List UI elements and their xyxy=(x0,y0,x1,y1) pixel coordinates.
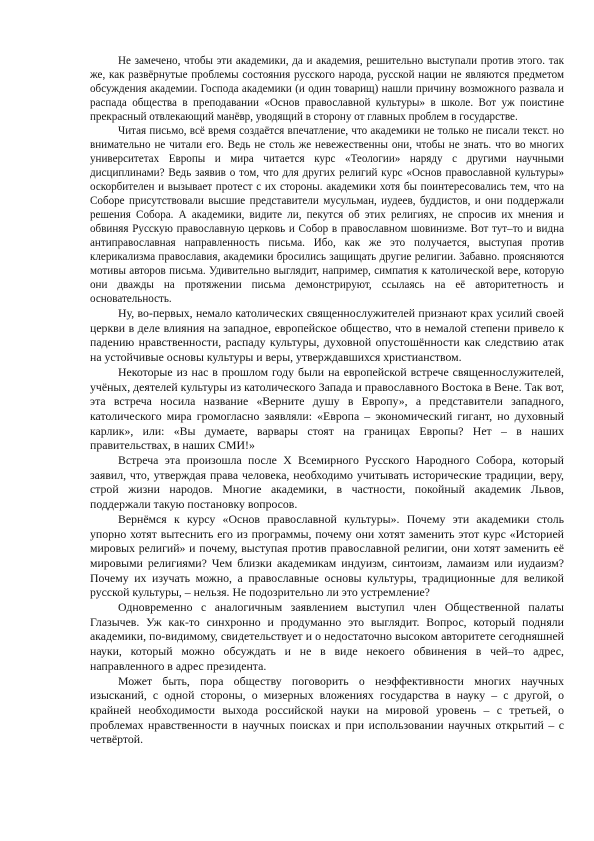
document-page xyxy=(90,54,564,747)
paragraph-1: Не замечено, чтобы эти академики, да и академия, решительно выступали против этого. так же, как развёрнутые проблемы состояния русского народа, русской нации не являются предметом обсуждения академии. Господа академики (и один товарищ) нашли причину возможного развала и распада общества в преподавании «Основ православной культуры» в школе. Вот уж поистине прекрасный отвлекающий манёвр, уводящий в сторону от главных проблем в государстве. xyxy=(90,55,564,123)
paragraph-4: Некоторые из нас в прошлом году были на европейской встрече священнослужителей, учёных, деятелей культуры из католического Запада и православного Востока в Вене. Так вот, эта встреча носила название «Верните душу в Европу», а представители западного, католического мира громогласно заявляли: «Европа – экономический гигант, но духовный карлик», или: «Вы думаете, варвары стоят на границах Европы? Нет – в наших правительствах, в наших СМИ!» xyxy=(90,364,564,453)
paragraph-2: Читая письмо, всё время создаётся впечатление, что академики не только не писали текст. но внимательно не читали его. Ведь не столь же невежественны они, чтобы не знать. что во многих университетах Европы и мира читается курс «Теологии» наряду с другими научными дисциплинами? Ведь заявив о том, что для других религий курс «Основ православной культуры» оскорбителен и вызывает протест с их стороны. академики хотя бы поинтересовались тем, что на Соборе присутствовали высшие представители мусульман, иудеев, буддистов, и они поддержали решения Собора. А академики, видите ли, пекутся об этих религиях, не спросив их мнения и обвиняя Русскую православную церковь и Собор в православном шовинизме. Вот тут–то и видна антиправославная направленность письма. Ибо, как же это получается, выступая против клерикализма православия, академики бросились защищать другие религии. Забавно. проясняются мотивы авторов письма. Удивительно выглядит, например, симпатия к католической вере, которую они дважды на протяжении письма демонстрируют, ссылаясь на её авторитетность и основательность. xyxy=(90,125,564,305)
paragraph-6: Вернёмся к курсу «Основ православной культуры». Почему эти академики столь упорно хотят вытеснить его из программы, почему они хотят заменить этот курс «Историей мировых религий» и почему, выступая против православной религии, они хотят заменить её мировыми религиями? Чем близки академикам индуизм, синтоизм, ламаизм или иудаизм? Почему их изучать можно, а православные основы культуры, традиционные для великой русской культуры, – нельзя. Не подозрительно ли это устремление? xyxy=(90,511,564,600)
paragraph-7: Одновременно с аналогичным заявлением выступил член Общественной палаты Глазычев. Уж как-то синхронно и продуманно это выглядит. Вопрос, который подняли академики, по-видимому, свидетельствует и о недостаточно высоком авторитете сегодняшней науки, который можно обсуждать и не в виде некоего обвинения в чей–то адрес, направленного в адрес президента. xyxy=(90,600,564,673)
paragraph-5: Встреча эта произошла после Х Всемирного Русского Народного Собора, который заявил, что, утверждая права человека, необходимо учитывать исторические традиции, веру, строй жизни народов. Многие академики, в частности, покойный академик Львов, поддержали такую постановку вопросов. xyxy=(90,453,564,512)
paragraph-3: Ну, во-первых, немало католических священнослужителей признают крах усилий своей церкви в деле влияния на западное, европейское общество, что в немалой степени привело к падению нравственности, распаду культуры, духовной опустошённости как следствию атак на устойчивые основы культуры и веры, утверждавшихся христианством. xyxy=(90,306,564,365)
paragraph-8: Может быть, пора обществу поговорить о неэффективности многих научных изысканий, с одной стороны, о мизерных вложениях государства в науку – с другой, о крайней необходимости выхода российской науки на мировой уровень – с третьей, о проблемах нравственности в научных поисках и при использовании научных открытий – с четвёртой. xyxy=(90,673,564,747)
